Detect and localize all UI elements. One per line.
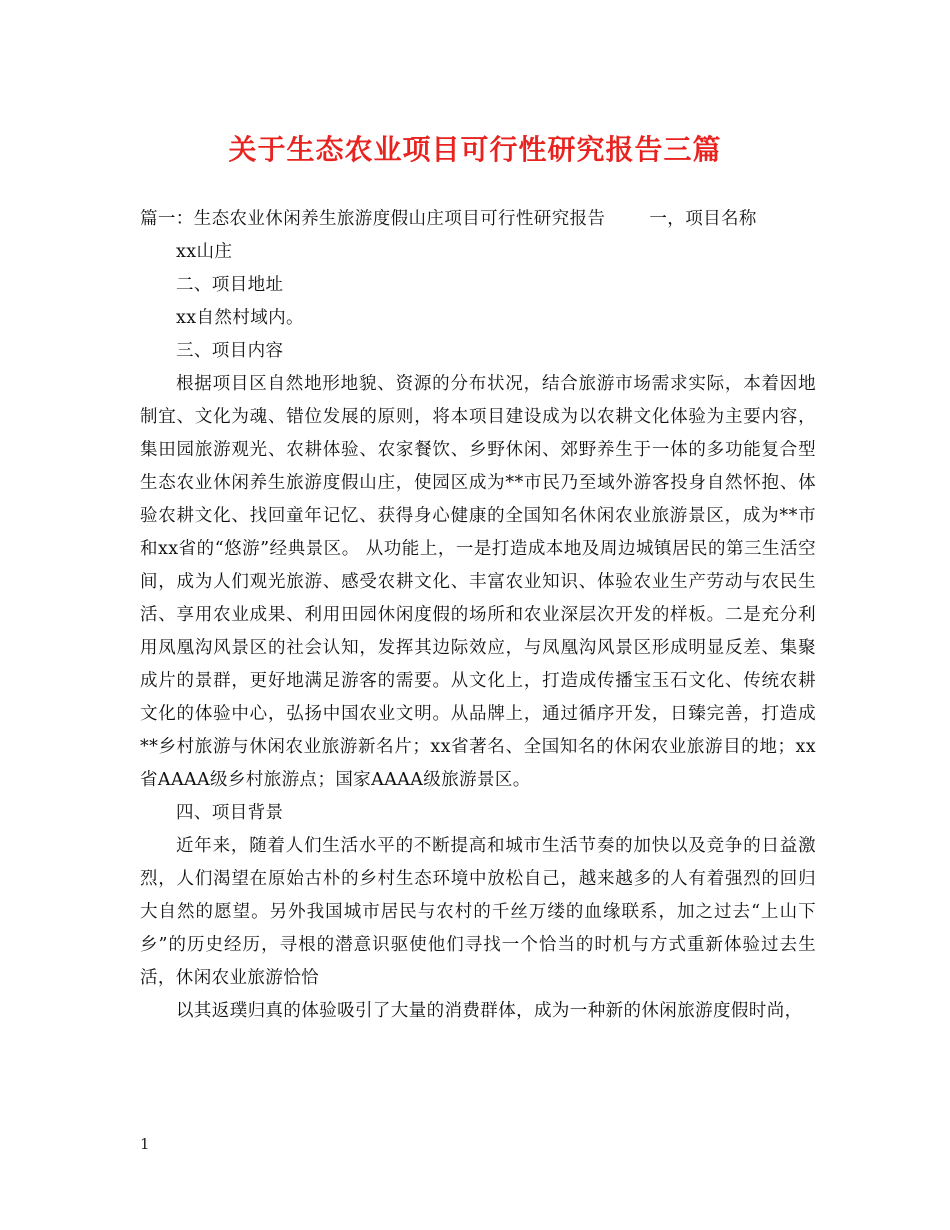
- project-name: xx山庄: [176, 242, 233, 262]
- project-address: xx自然村域内。: [176, 308, 304, 328]
- section4-heading: 四、项目背景: [176, 803, 284, 823]
- intro-line: [140, 203, 816, 236]
- page-number: 1: [140, 1135, 150, 1153]
- intro-text: 篇一：生态农业休闲养生旅游度假山庄项目可行性研究报告: [140, 209, 606, 229]
- document-title: 关于生态农业项目可行性研究报告三篇: [228, 133, 722, 166]
- section2-heading: 二、项目地址: [176, 275, 284, 295]
- document-body: [140, 203, 816, 1028]
- section3-paragraph: 根据项目区自然地形地貌、资源的分布状况，结合旅游市场需求实际，本着因地制宜、文化为魂、错位发展的原则，将本项目建设成为以农耕文化体验为主要内容，集田园旅游观光、农耕体验、农家餐饮、乡野休闲、郊野养生于一体的多功能复合型生态农业休闲养生旅游度假山庄，使园区成为**市民乃至域外游客投身自然怀抱、体验农耕文化、找回童年记忆、获得身心健康的全国知名休闲农业旅游景区，成为**市和xx省的“悠游”经典景区。 从功能上，一是打造成本地及周边城镇居民的第三生活空间，成为人们观光旅游、感受农耕文化、丰富农业知识、体验农业生产劳动与农民生活、享用农业成果、利用田园休闲度假的场所和农业深层次开发的样板。二是充分利用凤凰沟风景区的社会认知，发挥其边际效应，与凤凰沟风景区形成明显反差、集聚成片的景群，更好地满足游客的需要。从文化上，打造成传播宝玉石文化、传统农耕文化的体验中心，弘扬中国农业文明。从品牌上，通过循序开发，日臻完善，打造成**乡村旅游与休闲农业旅游新名片；xx省著名、全国知名的休闲农业旅游目的地；xx省AAAA级乡村旅游点；国家AAAA级旅游景区。: [140, 374, 816, 790]
- section4-paragraph: 近年来，随着人们生活水平的不断提高和城市生活节奏的加快以及竞争的日益激烈，人们渴望在原始古朴的乡村生态环境中放松自己，越来越多的人有着强烈的回归大自然的愿望。另外我国城市居民与农村的千丝万缕的血缘联系，加之过去“上山下乡”的历史经历，寻根的潜意识驱使他们寻找一个恰当的时机与方式重新体验过去生活，休闲农业旅游恰恰: [140, 836, 816, 988]
- section3-heading: 三、项目内容: [176, 341, 284, 361]
- continuation-paragraph: 以其返璞归真的体验吸引了大量的消费群体，成为一种新的休闲旅游度假时尚，: [176, 1001, 803, 1021]
- section1-heading: 一，项目名称: [649, 209, 757, 229]
